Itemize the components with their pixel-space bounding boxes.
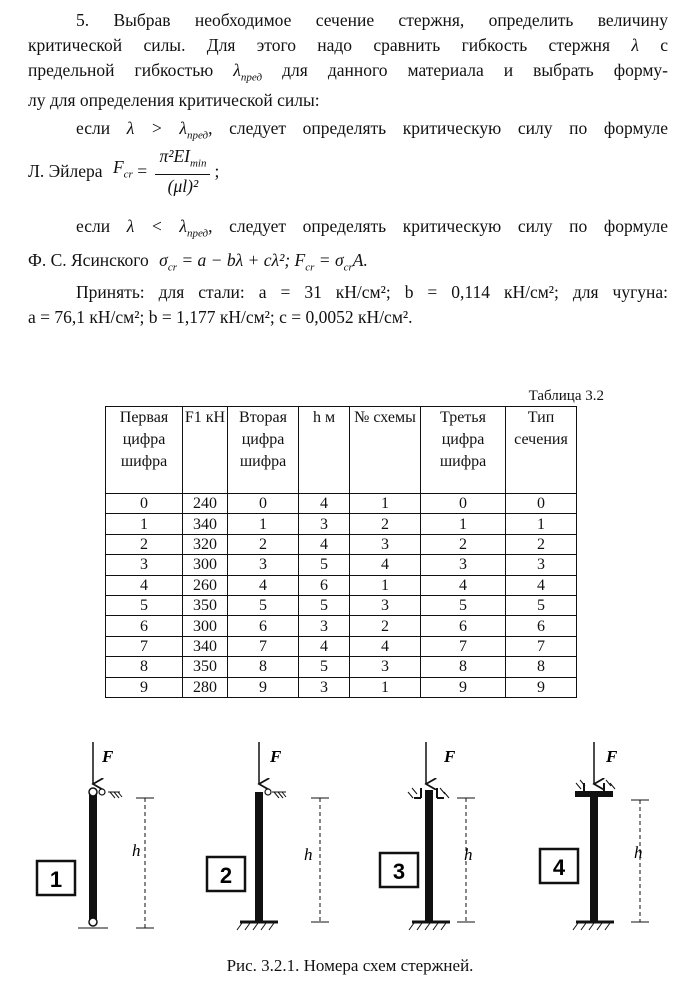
table-row: [106, 575, 577, 595]
scheme-number: 2: [219, 863, 233, 888]
figure-caption: Рис. 3.2.1. Номера схем стержней.: [226, 956, 474, 975]
table-row: [106, 514, 577, 534]
force-label: F: [270, 747, 282, 766]
table-cell: 3: [299, 677, 350, 697]
table-cell: 3: [506, 555, 577, 575]
table-cell: 9: [506, 677, 577, 697]
table-cell: 3: [350, 534, 421, 554]
scheme-2: [207, 742, 329, 930]
intro-line-3: предельной гибкостью $\lambda_{пред}$ для данного материала и выбрать форму-: [28, 60, 669, 84]
table-cell: 2: [350, 616, 421, 636]
table-cell: 300: [183, 555, 228, 575]
table-cell: 2: [228, 534, 299, 554]
table-cell: 2: [350, 514, 421, 534]
table-cell: 8: [506, 657, 577, 677]
table-cell: 340: [183, 514, 228, 534]
table-cell: 300: [183, 616, 228, 636]
height-label: h: [304, 845, 313, 864]
header-cell: Тип сечения: [506, 407, 577, 494]
table-cell: 0: [421, 494, 506, 514]
table-cell: 240: [183, 494, 228, 514]
header-cell: h м: [299, 407, 350, 494]
table-cell: 1: [506, 514, 577, 534]
scheme-number: 1: [49, 867, 63, 892]
case2-condition: если $\lambda < \lambda_{пред}$, следует определять критическую силу по формуле: [76, 216, 669, 240]
table-cell: 6: [299, 575, 350, 595]
table-cell: 7: [506, 636, 577, 656]
table-cell: 2: [421, 534, 506, 554]
table-cell: 4: [228, 575, 299, 595]
table-cell: 4: [299, 534, 350, 554]
table-cell: 1: [106, 514, 183, 534]
intro-line-1: 5. Выбрав необходимое сечение стержня, определить величину: [76, 10, 668, 30]
table-cell: 3: [228, 555, 299, 575]
table-row: [106, 555, 577, 575]
table-cell: 9: [228, 677, 299, 697]
case1-condition: если $\lambda > \lambda_{пред}$, следует определять критическую силу по формуле: [76, 118, 669, 142]
force-label: F: [606, 747, 618, 766]
table-cell: 1: [350, 575, 421, 595]
intro-line-4: лу для определения критической силы:: [28, 90, 320, 110]
table-cell: 8: [228, 657, 299, 677]
table-cell: 5: [506, 595, 577, 615]
table-cell: 8: [421, 657, 506, 677]
table-cell: 0: [506, 494, 577, 514]
accept-line-1: Принять: для стали: a = 31 кН/см²; b = 0,114 кН/см²; для чугуна:: [76, 282, 668, 302]
table-cell: 1: [350, 494, 421, 514]
table-cell: 2: [106, 534, 183, 554]
rod: [425, 790, 433, 922]
table-cell: 6: [506, 616, 577, 636]
height-label: h: [132, 841, 141, 860]
header-cell: Вторая цифра шифра: [228, 407, 299, 494]
table-cell: 260: [183, 575, 228, 595]
table-cell: 0: [106, 494, 183, 514]
table-cell: 5: [228, 595, 299, 615]
table-header-row: [106, 407, 577, 494]
yasinsky-formula: Ф. С. Ясинского $\sigma_{cr} = a - b\lambda + c\lambda^2$; $F_{cr} = \sigma_{cr}A$.: [28, 250, 368, 274]
scheme-1: [37, 742, 154, 928]
table-cell: 350: [183, 657, 228, 677]
table-cell: 3: [421, 555, 506, 575]
table-cell: 1: [228, 514, 299, 534]
table-cell: 7: [106, 636, 183, 656]
table-cell: 5: [299, 657, 350, 677]
height-label: h: [464, 845, 473, 864]
table-cell: 6: [421, 616, 506, 636]
intro-line-2: критической силы. Для этого надо сравнить гибкость стержня λ с: [28, 35, 669, 55]
table-cell: 7: [228, 636, 299, 656]
table-cell: 2: [506, 534, 577, 554]
table-cell: 1: [350, 677, 421, 697]
table-row: [106, 534, 577, 554]
scheme-3: [380, 742, 475, 930]
header-cell: Третья цифра шифра: [421, 407, 506, 494]
table-cell: 1: [421, 514, 506, 534]
scheme-4: [540, 742, 649, 930]
header-cell: F1 кН: [183, 407, 228, 494]
table-cell: 340: [183, 636, 228, 656]
table-cell: 8: [106, 657, 183, 677]
table-caption: Таблица 3.2: [528, 388, 604, 404]
table-cell: 9: [106, 677, 183, 697]
table-cell: 4: [421, 575, 506, 595]
table-cell: 6: [106, 616, 183, 636]
rod-schemes-figure: [0, 740, 700, 950]
table-cell: 3: [106, 555, 183, 575]
euler-formula: Л. Эйлера $F_{cr}$ = $\frac{\pi^2EI_{min}}{\text{(μl)²}}$ ;: [28, 146, 220, 196]
table-cell: 3: [299, 616, 350, 636]
table-row: [106, 677, 577, 697]
table-cell: 7: [421, 636, 506, 656]
force-label: F: [102, 747, 114, 766]
rod: [255, 792, 263, 922]
table-cell: 5: [421, 595, 506, 615]
table-cell: 5: [299, 595, 350, 615]
table-row: [106, 636, 577, 656]
rod: [89, 792, 97, 922]
table-row: [106, 595, 577, 615]
force-label: F: [444, 747, 456, 766]
table-row: [106, 657, 577, 677]
scheme-number: 4: [552, 855, 566, 880]
table-cell: 4: [506, 575, 577, 595]
table-cell: 0: [228, 494, 299, 514]
table-cell: 4: [299, 494, 350, 514]
table-cell: 280: [183, 677, 228, 697]
table-cell: 9: [421, 677, 506, 697]
table-cell: 3: [350, 595, 421, 615]
accept-line-2: a = 76,1 кН/см²; b = 1,177 кН/см²; c = 0,0052 кН/см².: [28, 307, 413, 327]
rod: [590, 795, 598, 922]
table-cell: 3: [299, 514, 350, 534]
header-cell: № схемы: [350, 407, 421, 494]
table-cell: 4: [350, 555, 421, 575]
table-row: [106, 494, 577, 514]
table-cell: 4: [106, 575, 183, 595]
table-cell: 5: [106, 595, 183, 615]
table-cell: 5: [299, 555, 350, 575]
height-label: h: [634, 843, 643, 862]
table-row: [106, 616, 577, 636]
scheme-number: 3: [392, 859, 406, 884]
table-cell: 350: [183, 595, 228, 615]
table-cell: 320: [183, 534, 228, 554]
table-cell: 6: [228, 616, 299, 636]
table-cell: 3: [350, 657, 421, 677]
header-cell: Первая цифра шифра: [106, 407, 183, 494]
table-cell: 4: [350, 636, 421, 656]
table-cell: 4: [299, 636, 350, 656]
data-table: [105, 406, 577, 698]
